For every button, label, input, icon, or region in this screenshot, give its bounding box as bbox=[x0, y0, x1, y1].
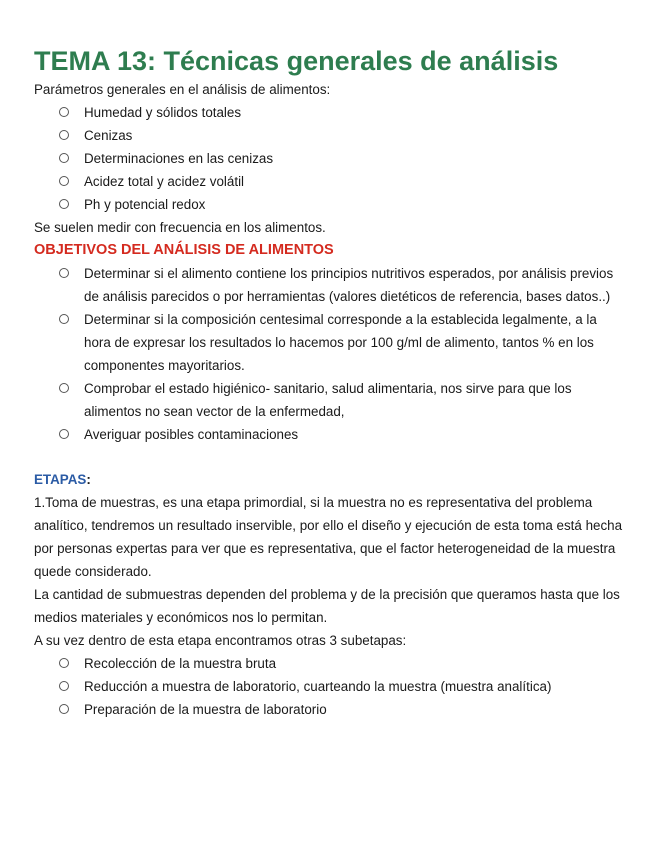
circle-bullet-icon bbox=[59, 429, 69, 439]
list-item-text: Reducción a muestra de laboratorio, cuarteando la muestra (muestra analítica) bbox=[84, 679, 552, 694]
list-item bbox=[34, 262, 624, 308]
list-item bbox=[34, 193, 624, 216]
list-item bbox=[34, 101, 624, 124]
list-item-text: Recolección de la muestra bruta bbox=[84, 656, 277, 671]
list-item-text: Determinaciones en las cenizas bbox=[84, 151, 274, 166]
list-item-text: Determinar si el alimento contiene los principios nutritivos esperados, por análisis previos de análisis parecidos o por herramientas (valores dietéticos de referencia, bases datos..) bbox=[84, 266, 614, 304]
params-list bbox=[34, 101, 624, 216]
list-item bbox=[34, 377, 624, 423]
circle-bullet-icon bbox=[59, 107, 69, 117]
stages-paragraph-2: La cantidad de submuestras dependen del problema y de la precisión que queramos hasta que los medios materiales y económicos nos lo permitan. bbox=[34, 587, 620, 625]
list-item-text: Averiguar posibles contaminaciones bbox=[84, 427, 299, 442]
params-outro: Se suelen medir con frecuencia en los alimentos. bbox=[34, 220, 326, 235]
params-intro: Parámetros generales en el análisis de alimentos: bbox=[34, 82, 331, 97]
list-item-text: Cenizas bbox=[84, 128, 133, 143]
list-item bbox=[34, 124, 624, 147]
list-item bbox=[34, 170, 624, 193]
list-item bbox=[34, 308, 624, 377]
circle-bullet-icon bbox=[59, 681, 69, 691]
list-item bbox=[34, 147, 624, 170]
stages-heading-colon: : bbox=[86, 472, 91, 487]
stages-paragraph-3: A su vez dentro de esta etapa encontramos otras 3 subetapas: bbox=[34, 633, 407, 648]
document-page bbox=[34, 44, 624, 721]
list-item bbox=[34, 652, 624, 675]
circle-bullet-icon bbox=[59, 658, 69, 668]
circle-bullet-icon bbox=[59, 130, 69, 140]
circle-bullet-icon bbox=[59, 704, 69, 714]
list-item-text: Humedad y sólidos totales bbox=[84, 105, 242, 120]
list-item bbox=[34, 698, 624, 721]
substages-list bbox=[34, 652, 624, 721]
page-title: TEMA 13: Técnicas generales de análisis bbox=[34, 46, 559, 76]
circle-bullet-icon bbox=[59, 199, 69, 209]
stages-heading-label: ETAPAS bbox=[34, 472, 87, 487]
list-item bbox=[34, 423, 624, 446]
circle-bullet-icon bbox=[59, 268, 69, 278]
circle-bullet-icon bbox=[59, 153, 69, 163]
list-item-text: Preparación de la muestra de laboratorio bbox=[84, 702, 327, 717]
list-item-text: Ph y potencial redox bbox=[84, 197, 206, 212]
objectives-list bbox=[34, 262, 624, 446]
circle-bullet-icon bbox=[59, 176, 69, 186]
objectives-heading: OBJETIVOS DEL ANÁLISIS DE ALIMENTOS bbox=[34, 242, 334, 258]
stages-paragraph-1: 1.Toma de muestras, es una etapa primordial, si la muestra no es representativa del problema analítico, tendremos un resultado inservible, por ello el diseño y ejecución de esta toma está hecha por personas expertas para ver que es representativa, que el factor heterogeneidad de la muestra quede considerado. bbox=[34, 495, 623, 579]
stages-heading bbox=[34, 468, 624, 491]
list-item-text: Determinar si la composición centesimal corresponde a la establecida legalmente, a la hora de expresar los resultados lo hacemos por 100 g/ml de alimento, tantos % en los componentes mayoritarios. bbox=[84, 312, 597, 373]
list-item-text: Acidez total y acidez volátil bbox=[84, 174, 245, 189]
list-item bbox=[34, 675, 624, 698]
circle-bullet-icon bbox=[59, 383, 69, 393]
circle-bullet-icon bbox=[59, 314, 69, 324]
section-spacer bbox=[34, 446, 624, 468]
list-item-text: Comprobar el estado higiénico- sanitario, salud alimentaria, nos sirve para que los alimentos no sean vector de la enfermedad, bbox=[84, 381, 572, 419]
